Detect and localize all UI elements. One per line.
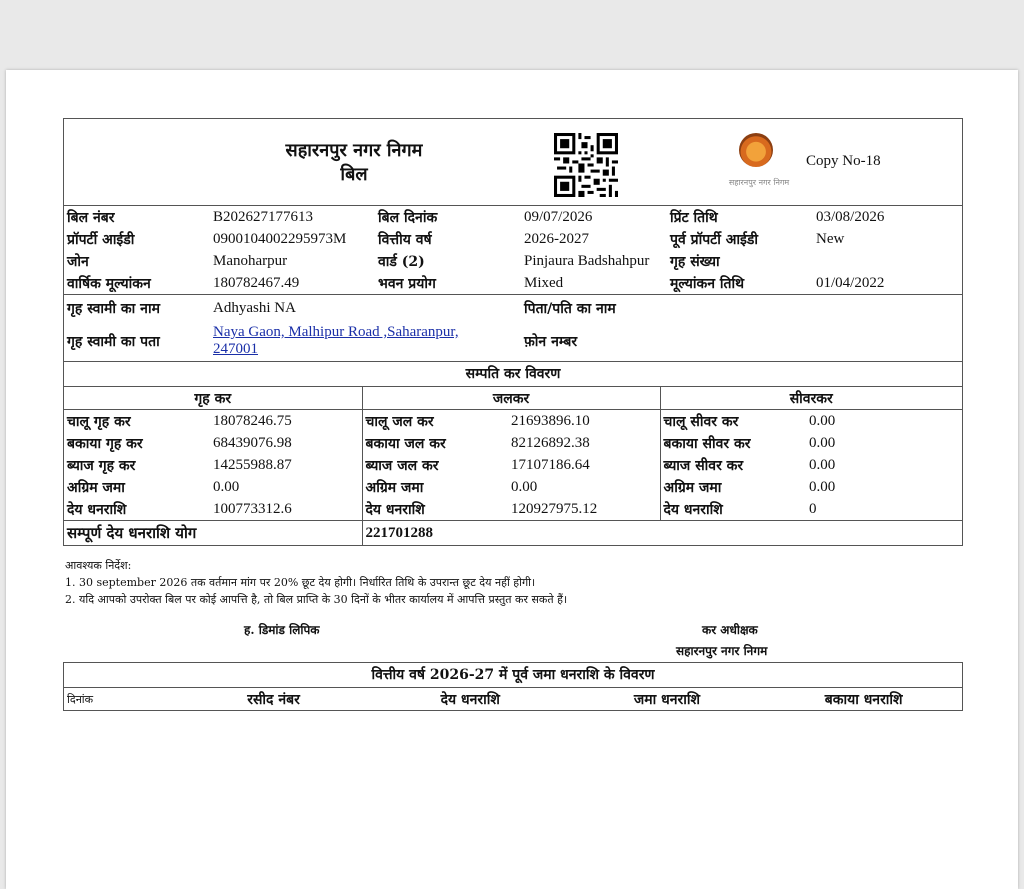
col-date: दिनांक: [67, 692, 94, 706]
cell: बकाया जल कर: [365, 435, 446, 452]
cell: अग्रिम जमा: [67, 479, 125, 496]
office-name: सहारनपुर नगर निगम: [676, 644, 768, 658]
house-no: [813, 250, 962, 272]
col-balance-amount: बकाया धनराशि: [824, 691, 903, 708]
cell: चालू सीवर कर: [663, 413, 739, 430]
cell: 68439076.98: [210, 432, 362, 454]
table-row: [64, 410, 962, 433]
print-date: 03/08/2026: [816, 208, 885, 225]
cell: देय धनराशि: [663, 501, 723, 518]
bill-title: [264, 139, 444, 187]
address-line-1[interactable]: Naya Gaon, Malhipur Road ,Saharanpur,: [213, 324, 459, 340]
cell: देय धनराशि: [365, 501, 425, 518]
org-name: सहारनपुर नगर निगम: [285, 140, 423, 161]
bill-table: [63, 118, 963, 546]
cell: 18078246.75: [210, 410, 362, 433]
valuation-date-label: मूल्यांकन तिथि: [670, 275, 745, 292]
water-tax-header: जलकर: [362, 387, 660, 410]
copy-number: Copy No-18: [806, 153, 881, 169]
cell: 0: [809, 500, 817, 517]
bill-date-label: बिल दिनांक: [378, 209, 438, 226]
owner-table: [64, 295, 962, 362]
table-row: [64, 295, 962, 321]
phone-label: फ़ोन नम्बर: [524, 333, 578, 350]
cell: अग्रिम जमा: [663, 479, 722, 496]
doc-title: बिल: [340, 164, 368, 185]
cell: 17107186.64: [508, 454, 660, 476]
father-name-label: पिता/पति का नाम: [524, 300, 616, 317]
sewer-tax-header: सीवरकर: [660, 387, 962, 410]
total-row: [64, 521, 962, 546]
cell: 0.00: [809, 456, 836, 473]
cell: चालू जल कर: [365, 413, 434, 430]
bill-header: [64, 119, 962, 206]
owner-name-label: गृह स्वामी का नाम: [67, 300, 160, 317]
valuation-date: 01/04/2022: [816, 274, 885, 291]
ward: Pinjaura Badshahpur: [524, 252, 650, 269]
table-row: [64, 476, 962, 498]
owner-name: Adhyashi NA: [213, 299, 296, 316]
fin-year-label: वित्तीय वर्ष: [378, 231, 432, 248]
cell: चालू गृह कर: [67, 413, 131, 430]
bill-date: 09/07/2026: [524, 208, 593, 225]
table-row: [64, 250, 962, 272]
previous-payments-header: [64, 688, 962, 710]
tax-table: [64, 387, 962, 545]
house-tax-header: गृह कर: [64, 387, 362, 410]
print-date-label: प्रिंट तिथि: [670, 209, 718, 226]
cell: 0.00: [809, 412, 836, 429]
zone-label: जोन: [67, 253, 89, 270]
owner-address-label: गृह स्वामी का पता: [67, 333, 160, 350]
bill-info-table: [64, 206, 962, 295]
cell: 21693896.10: [508, 410, 660, 433]
cell: ब्याज गृह कर: [67, 457, 136, 474]
property-id: 0900104002295973M: [213, 230, 347, 247]
table-row: [64, 454, 962, 476]
col-due-amount: देय धनराशि: [440, 691, 500, 708]
table-row: [64, 206, 962, 228]
table-row: [64, 272, 962, 295]
prev-property-id: New: [816, 230, 845, 247]
previous-payments-title: वित्तीय वर्ष 2026-27 में पूर्व जमा धनराशि के विवरण: [64, 663, 962, 688]
prev-property-id-label: पूर्व प्रॉपर्टी आईडी: [670, 231, 759, 248]
cell: ब्याज सीवर कर: [663, 457, 744, 474]
superintendent-signature: कर अधीक्षक: [702, 623, 758, 637]
bill-no: B202627177613: [213, 208, 314, 225]
total-amount: 221701288: [362, 521, 962, 546]
table-row: [64, 498, 962, 521]
note-line-2: 2. यदि आपको उपरोक्त बिल पर कोई आपत्ति है, तो बिल प्राप्ति के 30 दिनों के भीतर कार्यालय में आपत्ति प्रस्तुत कर सकते हैं।: [65, 593, 568, 606]
cell: 0.00: [210, 476, 362, 498]
address-line-2[interactable]: 247001: [213, 341, 258, 357]
bill-no-label: बिल नंबर: [67, 209, 115, 226]
seal-caption: सहारनपुर नगर निगम: [728, 178, 790, 187]
tax-section-title: सम्पति कर विवरण: [64, 362, 962, 387]
cell: बकाया सीवर कर: [663, 435, 751, 452]
table-row: [64, 228, 962, 250]
municipal-seal-icon: [739, 133, 773, 167]
cell: 120927975.12: [508, 498, 660, 521]
notes: [65, 557, 567, 608]
cell: 0.00: [809, 478, 836, 495]
property-id-label: प्रॉपर्टी आईडी: [67, 231, 135, 248]
annual-value: 180782467.49: [213, 274, 300, 291]
table-row: [64, 321, 962, 362]
cell: देय धनराशि: [67, 501, 127, 518]
col-deposit-amount: जमा धनराशि: [633, 691, 701, 708]
house-no-label: गृह संख्या: [670, 253, 720, 270]
previous-payments-table: [63, 662, 963, 711]
zone: Manoharpur: [213, 252, 288, 269]
annual-value-label: वार्षिक मूल्यांकन: [67, 275, 151, 292]
ward-label: वार्ड (2): [378, 253, 425, 270]
fin-year: 2026-2027: [524, 230, 589, 247]
cell: 0.00: [508, 476, 660, 498]
cell: 0.00: [809, 434, 836, 451]
owner-address[interactable]: [210, 321, 521, 362]
table-row: [64, 432, 962, 454]
tax-header-row: [64, 387, 962, 410]
total-label: सम्पूर्ण देय धनराशि योग: [64, 521, 362, 546]
col-receipt-no: रसीद नंबर: [247, 691, 300, 708]
building-use-label: भवन प्रयोग: [378, 275, 436, 292]
cell: 100773312.6: [210, 498, 362, 521]
building-use: Mixed: [524, 274, 564, 291]
cell: अग्रिम जमा: [365, 479, 424, 496]
cell: 82126892.38: [508, 432, 660, 454]
cell: 14255988.87: [210, 454, 362, 476]
note-line-1: 1. 30 september 2026 तक वर्तमान मांग पर 20% छूट देय होगी। निर्धारित तिथि के उपरान्त छूट देय नहीं होगी।: [65, 576, 536, 589]
notes-title: आवश्यक निर्देश:: [65, 559, 132, 572]
cell: बकाया गृह कर: [67, 435, 143, 452]
qr-code-icon: [554, 133, 618, 197]
clerk-signature: ह. डिमांड लिपिक: [244, 623, 320, 637]
cell: ब्याज जल कर: [365, 457, 439, 474]
